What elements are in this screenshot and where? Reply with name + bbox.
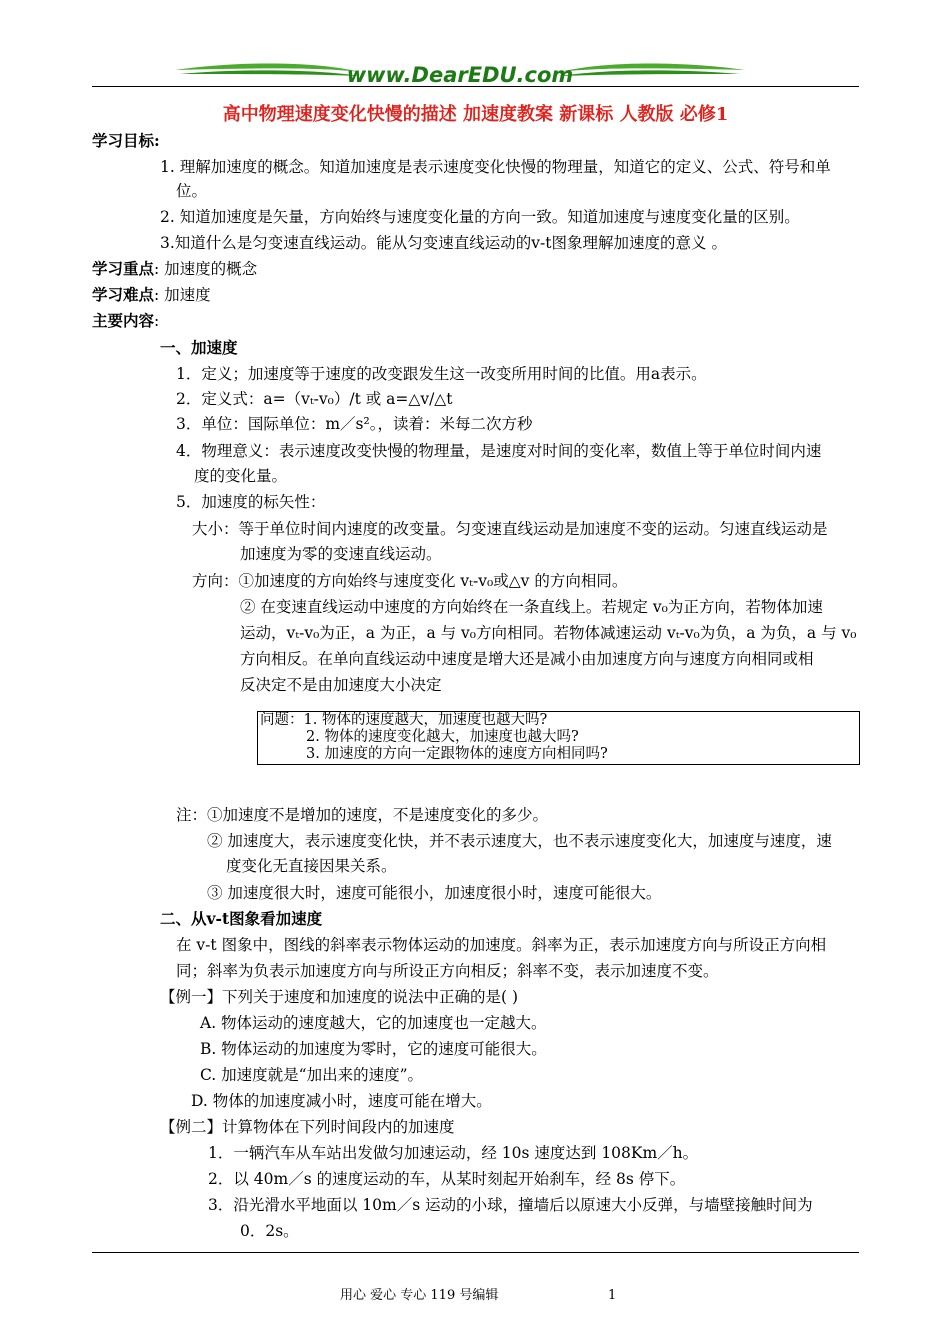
example1-stem: 【例一】下列关于速度和加速度的说法中正确的是( ) bbox=[160, 988, 519, 1006]
footer-text: 用心 爱心 专心 119 号编辑 bbox=[340, 1288, 499, 1303]
section1-line: 5．加速度的标矢性： bbox=[176, 493, 326, 511]
objective-item: 3.知道什么是匀变速直线运动。能从匀变速直线运动的v-t图象理解加速度的意义 。 bbox=[160, 234, 727, 252]
section2-paragraph: 在 v-t 图象中，图线的斜率表示物体运动的加速度。斜率为正，表示加速度方向与所设正方向相 bbox=[176, 936, 827, 954]
key-point-label: 学习重点 bbox=[92, 259, 155, 278]
direction-line: 方向相反。在单向直线运动中速度是增大还是减小由加速度方向与速度方向相同或相 bbox=[240, 650, 814, 668]
section1-line: 2．定义式：a=（vₜ-v₀）/t 或 a=△v/△t bbox=[176, 390, 453, 408]
difficulty bbox=[92, 286, 211, 305]
difficulty-text: : 加速度 bbox=[154, 286, 211, 304]
key-point-text: : 加速度的概念 bbox=[154, 260, 258, 278]
example2-item: 0．2s。 bbox=[240, 1222, 299, 1240]
question-item: 3. 加速度的方向一定跟物体的速度方向相同吗? bbox=[306, 746, 608, 762]
example2-item: 1．一辆汽车从车站出发做匀加速运动，经 10s 速度达到 108Km／h。 bbox=[208, 1144, 699, 1162]
example2-item: 2．以 40m／s 的速度运动的车，从某时刻起开始刹车，经 8s 停下。 bbox=[208, 1170, 686, 1188]
example2-item: 3．沿光滑水平地面以 10m／s 运动的小球，撞墙后以原速大小反弹，与墙壁接触时间为 bbox=[208, 1196, 813, 1214]
question-item: 问题：1. 物体的速度越大，加速度也越大吗? bbox=[260, 712, 548, 728]
page-number: 1 bbox=[608, 1288, 617, 1303]
direction-line: ② 在变速直线运动中速度的方向始终在一条直线上。若规定 v₀为正方向，若物体加速 bbox=[240, 598, 823, 616]
section2-paragraph: 同；斜率为负表示加速度方向与所设正方向相反；斜率不变，表示加速度不变。 bbox=[176, 962, 719, 980]
section2-heading: 二、从v-t图象看加速度 bbox=[160, 909, 323, 928]
logo-text: www.DearEDU.com bbox=[346, 63, 574, 87]
objective-item: 位。 bbox=[176, 182, 208, 200]
main-content-label: 主要内容: bbox=[92, 311, 160, 330]
objectives-label: 学习目标: bbox=[92, 131, 160, 150]
example1-option-c: C. 加速度就是“加出来的速度”。 bbox=[200, 1066, 424, 1084]
size-line: 大小：等于单位时间内速度的改变量。匀变速直线运动是加速度不变的运动。匀速直线运动是 bbox=[192, 520, 828, 538]
example1-option-d: D. 物体的加速度减小时，速度可能在增大。 bbox=[191, 1092, 492, 1110]
objective-item: 2. 知道加速度是矢量，方向始终与速度变化量的方向一致。知道加速度与速度变化量的区别。 bbox=[160, 208, 800, 226]
direction-line: 运动，vₜ-v₀为正，a 为正，a 与 v₀方向相同。若物体减速运动 vₜ-v₀为负，a 为负，a 与 v₀ bbox=[240, 624, 857, 642]
note-line: 度变化无直接因果关系。 bbox=[226, 857, 397, 875]
note-line: ③ 加速度很大时，速度可能很小，加速度很小时，速度可能很大。 bbox=[207, 884, 662, 902]
note-line: 注：①加速度不是增加的速度，不是速度变化的多少。 bbox=[176, 806, 549, 824]
footer-rule bbox=[92, 1252, 859, 1253]
example1-option-a: A. 物体运动的速度越大，它的加速度也一定越大。 bbox=[200, 1014, 547, 1032]
page-title: 高中物理速度变化快慢的描述 加速度教案 新课标 人教版 必修1 bbox=[222, 104, 729, 125]
difficulty-label: 学习难点 bbox=[92, 285, 155, 304]
direction-line: 反决定不是由加速度大小决定 bbox=[240, 676, 442, 694]
key-point bbox=[92, 260, 257, 279]
section1-line: 3．单位：国际单位：m／s²。，读着：米每二次方秒 bbox=[176, 415, 533, 433]
objective-item: 1. 理解加速度的概念。知道加速度是表示速度变化快慢的物理量，知道它的定义、公式、符号和单 bbox=[160, 158, 831, 176]
header-rule bbox=[92, 86, 859, 87]
section1-heading: 一、加速度 bbox=[160, 338, 238, 357]
question-item: 2. 物体的速度变化越大，加速度也越大吗? bbox=[306, 729, 579, 745]
example2-stem: 【例二】计算物体在下列时间段内的加速度 bbox=[160, 1118, 455, 1136]
example1-option-b: B. 物体运动的加速度为零时，它的速度可能很大。 bbox=[200, 1040, 547, 1058]
size-line: 加速度为零的变速直线运动。 bbox=[240, 545, 442, 563]
direction-line: 方向：①加速度的方向始终与速度变化 vₜ-v₀或△v 的方向相同。 bbox=[192, 572, 628, 590]
section1-line: 4．物理意义：表示速度改变快慢的物理量，是速度对时间的变化率，数值上等于单位时间内速 bbox=[176, 442, 822, 460]
section1-line: 1．定义；加速度等于速度的改变跟发生这一改变所用时间的比值。用a表示。 bbox=[176, 365, 707, 383]
section1-line: 度的变化量。 bbox=[194, 467, 288, 485]
note-line: ② 加速度大，表示速度变化快，并不表示速度大，也不表示速度变化大，加速度与速度，速 bbox=[207, 832, 832, 850]
